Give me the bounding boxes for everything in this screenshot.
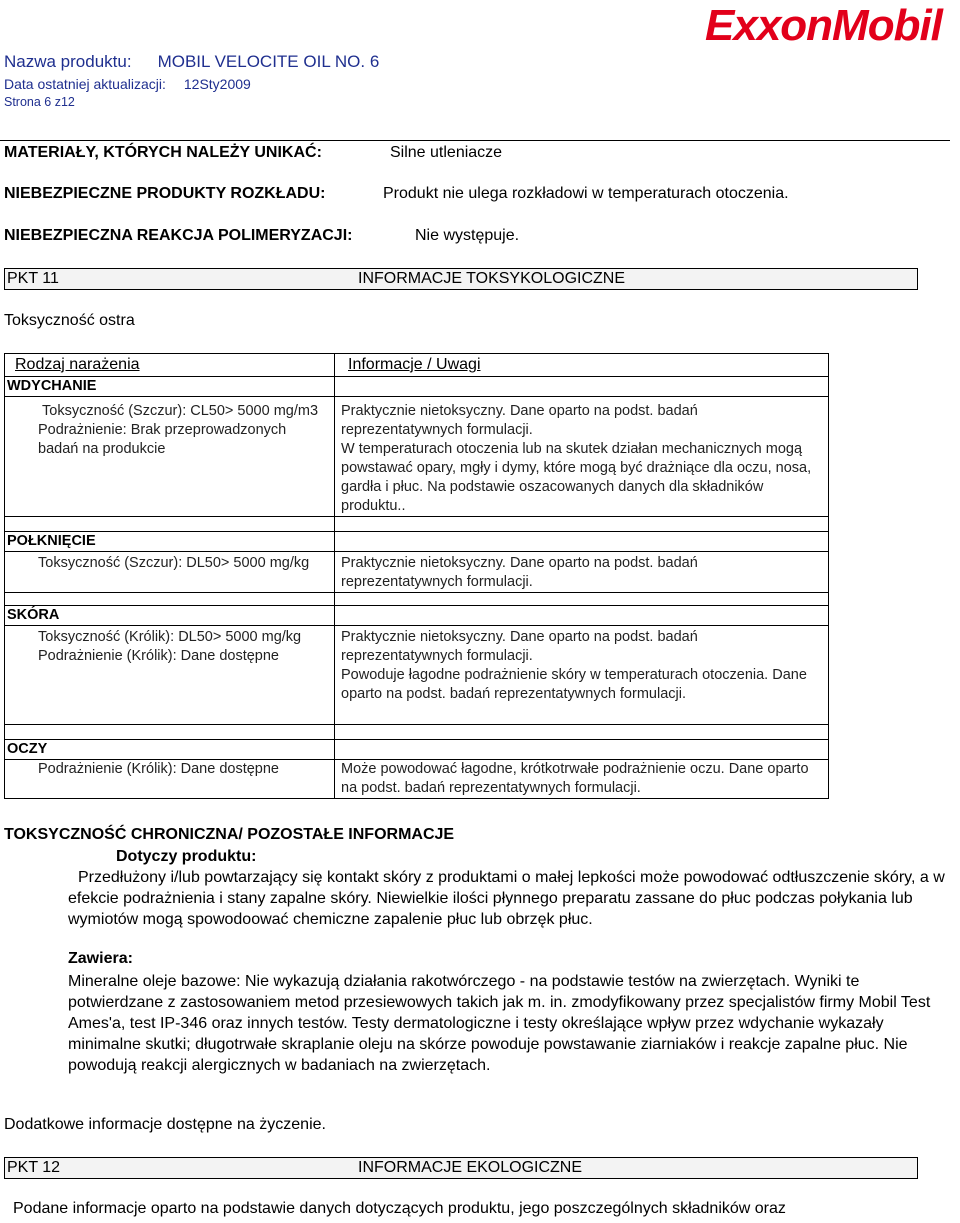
category-ingestion: POŁKNIĘCIE: [7, 533, 96, 549]
exposure-item: Toksyczność (Szczur): CL50> 5000 mg/m3: [42, 403, 319, 419]
exxonmobil-logo: [703, 0, 960, 52]
table-spacer-row: [5, 593, 829, 606]
last-update-line: [4, 76, 251, 92]
table-row: [5, 606, 829, 626]
exposure-item: Toksyczność (Królik): DL50> 5000 mg/kg: [38, 629, 302, 645]
info-item: Praktycznie nietoksyczny. Dane oparto na podst. badań reprezentatywnych formulacji.: [341, 403, 698, 438]
contains-title: Zawiera:: [68, 950, 133, 967]
table-row: [5, 760, 829, 799]
table-row: [5, 532, 829, 552]
section-12-number: PKT 12: [7, 1159, 61, 1176]
last-update-value: 12Sty2009: [183, 76, 251, 92]
chronic-toxicity-title: TOKSYCZNOŚĆ CHRONICZNA/ POZOSTAŁE INFORMACJE: [4, 826, 455, 843]
acute-toxicity-subtitle: Toksyczność ostra: [4, 312, 135, 329]
section-12-header: [4, 1157, 918, 1179]
info-item: W temperaturach otoczenia lub na skutek działan mechanicznych mogą powstawać opary, mgły i dymy, które mogą być drażniące dla oczu, nosa, gardła i płuc. Na podstawie oszacowanych danych dla składników produktu..: [341, 441, 812, 514]
polymerization-label: NIEBEZPIECZNA REAKCJA POLIMERYZACJI:: [4, 227, 353, 244]
category-eyes: OCZY: [7, 741, 48, 757]
table-row: [5, 397, 829, 517]
product-name-line: [4, 52, 379, 72]
table-header-row: [5, 354, 829, 377]
table-row: [5, 552, 829, 593]
exposure-item: Toksyczność (Szczur): DL50> 5000 mg/kg: [38, 555, 310, 571]
applies-to-product-text: Przedłużony i/lub powtarzający się kontakt skóry z produktami o małej lepkości może powodować odtłuszczenie skóry, a w efekcie podrażnienia i stany zapalne skóry. Niewielkie ilości płynnego preparatu zassane do płuc podczas połykania lub wymiotów mogą spowodoować chemiczne zapalenie płuc lub obrzęk płuc.: [68, 869, 945, 928]
info-item: Powoduje łagodne podrażnienie skóry w temperaturach otoczenia. Dane oparto na podst. badań reprezentatywnych formulacji.: [341, 667, 807, 702]
table-row: [5, 377, 829, 397]
header-divider: [0, 140, 950, 141]
product-name-label: Nazwa produktu:: [4, 52, 132, 71]
svg-text:ExxonMobil: ExxonMobil: [705, 1, 942, 50]
exposure-item: Podrażnienie (Królik): Dane dostępne: [38, 761, 279, 777]
table-row: [5, 740, 829, 760]
polymerization-value: Nie występuje.: [415, 227, 520, 244]
page-number: Strona 6 z12: [4, 95, 75, 109]
decomposition-products-label: NIEBEZPIECZNE PRODUKTY ROZKŁADU:: [4, 185, 326, 202]
col-exposure-header: Rodzaj narażenia: [15, 356, 140, 373]
product-name-value: MOBIL VELOCITE OIL NO. 6: [157, 52, 380, 71]
materials-to-avoid-value: Silne utleniacze: [390, 144, 503, 161]
category-skin: SKÓRA: [7, 607, 60, 623]
ecological-intro-text: Podane informacje oparto na podstawie danych dotyczących produktu, jego poszczególnych składników oraz: [13, 1200, 786, 1217]
more-info-text: Dodatkowe informacje dostępne na życzenie.: [4, 1116, 326, 1133]
col-info-header: Informacje / Uwagi: [348, 356, 481, 373]
info-item: Praktycznie nietoksyczny. Dane oparto na podst. badań reprezentatywnych formulacji.: [341, 629, 698, 664]
section-11-header: [4, 268, 918, 290]
table-spacer-row: [5, 517, 829, 532]
table-row: [5, 626, 829, 725]
section-11-number: PKT 11: [7, 270, 59, 287]
last-update-label: Data ostatniej aktualizacji:: [4, 76, 166, 92]
decomposition-products-value: Produkt nie ulega rozkładowi w temperaturach otoczenia.: [383, 185, 789, 202]
contains-text: Mineralne oleje bazowe: Nie wykazują działania rakotwórczego - na podstawie testów na zwierzętach. Wyniki te potwierdzane z zastosowaniem metod przesiewowych takich jak m. in. zmodyfikowany przez specjalistów firmy Mobil Test Ames'a, test IP-346 oraz innych testów. Testy dermatologiczne i testy określające wpływ przez wdychanie wykazały minimalne skutki; długotrwałe skraplanie oleju na skórze powoduje powstawanie ziarniaków i reakcje zapalne płuc. Nie powodują reakcji alergicznych w badaniach na zwierzętach.: [68, 973, 931, 1074]
info-item: Praktycznie nietoksyczny. Dane oparto na podst. badań reprezentatywnych formulacji.: [341, 555, 698, 590]
info-item: Może powodować łagodne, krótkotrwałe podrażnienie oczu. Dane oparto na podst. badań reprezentatywnych formulacji.: [341, 761, 809, 796]
exposure-item: Podrażnienie: Brak przeprowadzonych badań na produkcie: [38, 422, 287, 457]
table-spacer-row: [5, 725, 829, 740]
section-11-title: INFORMACJE TOKSYKOLOGICZNE: [358, 270, 626, 287]
materials-to-avoid-label: MATERIAŁY, KTÓRYCH NALEŻY UNIKAĆ:: [4, 144, 322, 161]
category-inhalation: WDYCHANIE: [7, 378, 97, 394]
section-12-title: INFORMACJE EKOLOGICZNE: [358, 1159, 583, 1176]
exposure-item: Podrażnienie (Królik): Dane dostępne: [38, 648, 279, 664]
applies-to-product-title: Dotyczy produktu:: [116, 848, 257, 865]
acute-toxicity-table: [4, 353, 829, 799]
